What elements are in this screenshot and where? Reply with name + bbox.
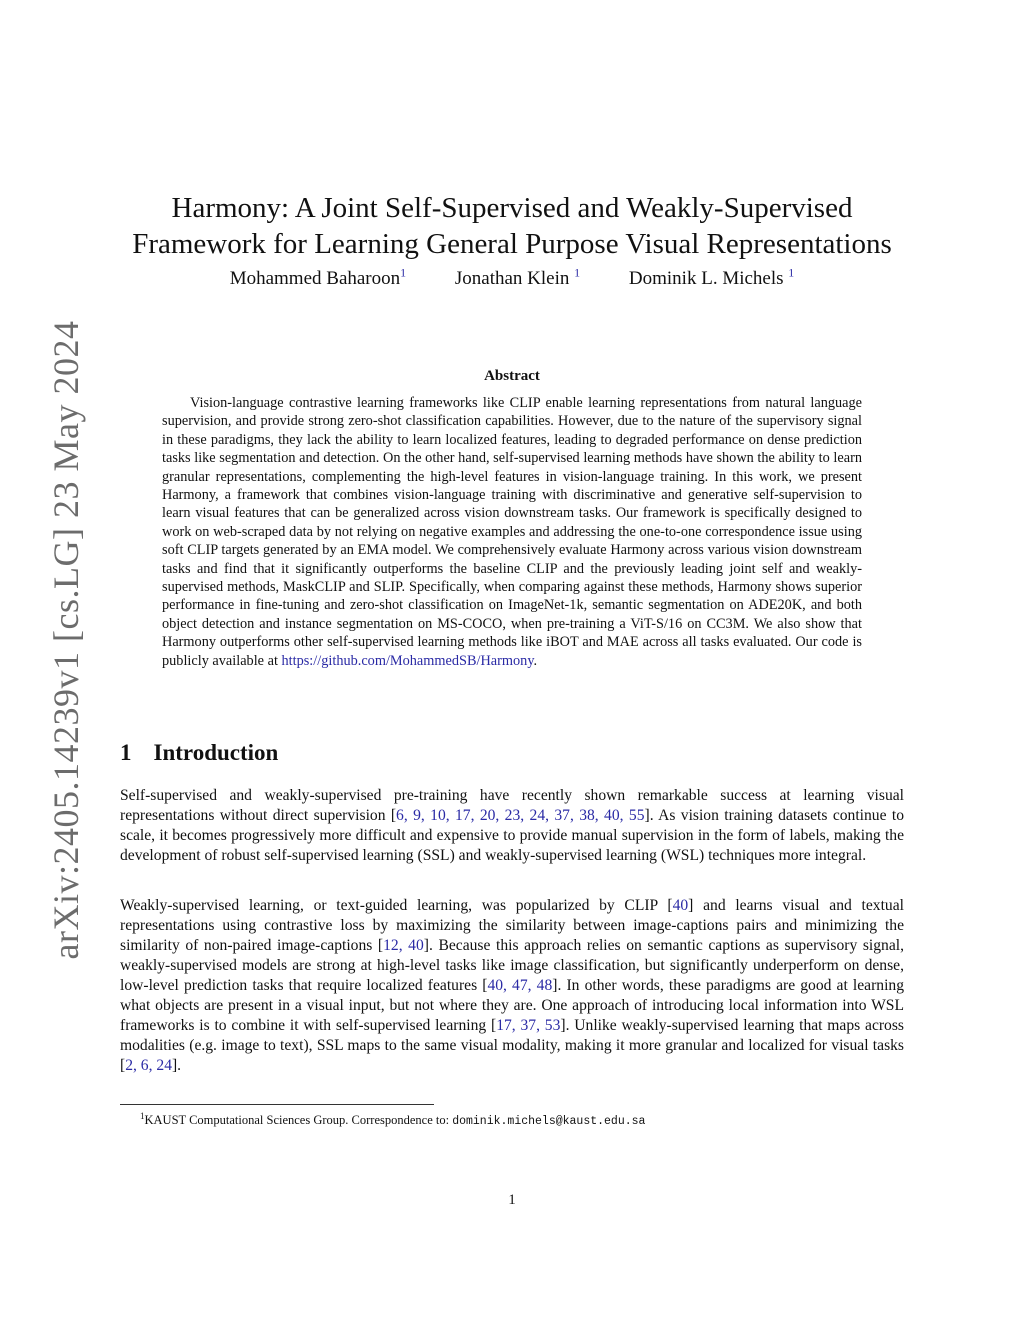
author-list [110, 266, 914, 292]
correspondence-email: dominik.michels@kaust.edu.sa [452, 1115, 646, 1129]
citation-links[interactable]: 17, 37, 53 [496, 1017, 561, 1034]
affiliation-mark[interactable]: 1 [400, 265, 407, 280]
title-line-1: Harmony: A Joint Self-Supervised and Weakly-Supervised [171, 192, 853, 224]
text-run: ]. In other words, these paradigms are good at learning what objects are present in a visual input, but not where they are. One approach of introducing local information into WSL frameworks is to combine it with self-supervised learning [ [120, 977, 904, 1034]
paper-title [110, 190, 914, 262]
affiliation-mark[interactable]: 1 [788, 265, 795, 280]
author-name: Dominik L. Michels [628, 268, 784, 289]
section-heading [120, 740, 278, 766]
abstract-end: . [533, 652, 538, 669]
author-name: Mohammed Baharoon [229, 268, 401, 289]
arxiv-identifier-stamp: arXiv:2405.14239v1 [cs.LG] 23 May 2024 [46, 320, 86, 960]
affiliation-mark[interactable]: 1 [574, 265, 581, 280]
citation-links[interactable]: 12, 40 [383, 937, 424, 954]
footnote [140, 1108, 645, 1130]
intro-paragraph-1 [120, 786, 904, 866]
abstract-body-text: Vision-language contrastive learning frameworks like CLIP enable learning representations from natural language supervision, and provide strong zero-shot classification capabilities. However, due to the nature of the supervisory signal in these paradigms, they lack the ability to learn localized features, leading to degraded performance on dense prediction tasks like segmentation and detection. On the other hand, self-supervised learning methods have shown the ability to learn granular representations, complementing the high-level features in vision-language training. In this work, we present Harmony, a framework that combines vision-language training with discriminative and generative self-supervision to learn visual features that can be generalized across vision downstream tasks. Our framework is specifically designed to work on web-scraped data by not relying on negative examples and addressing the one-to-one correspondence issue using soft CLIP targets generated by an EMA model. We comprehensively evaluate Harmony across various vision downstream tasks and find that it significantly outperforms the baseline CLIP and the previously leading joint self and weakly-supervised methods, MaskCLIP and SLIP. Specifically, when comparing against these methods, Harmony shows superior performance in fine-tuning and zero-shot classification on ImageNet-1k, semantic segmentation on ADE20K, and both object detection and instance segmentation on MS-COCO, when pre-training a ViT-S/16 on CC3M. We also show that Harmony outperforms other self-supervised learning methods like iBOT and MAE across all tasks evaluated. Our code is publicly available at [162, 395, 862, 669]
citation-links[interactable]: 40 [672, 897, 689, 914]
citation-links[interactable]: 40, 47, 48 [487, 977, 553, 994]
author-name: Jonathan Klein [454, 268, 570, 289]
page-number: 1 [508, 1192, 516, 1208]
abstract-heading: Abstract [484, 368, 540, 384]
citation-links[interactable]: 6, 9, 10, 17, 20, 23, 24, 37, 38, 40, 55 [396, 807, 645, 824]
text-run: Self-supervised and weakly-supervised pre-training have recently shown remarkable success at learning visual representations without direct supervision [ [120, 787, 904, 824]
section-number: 1 [120, 740, 132, 765]
section-title: Introduction [153, 740, 279, 765]
intro-paragraph-2 [120, 896, 904, 1076]
text-run: ]. As vision training datasets continue to scale, it becomes progressively more difficult and expensive to provide manual supervision in the form of labels, making the development of robust self-supervised learning (SSL) and weakly-supervised learning (WSL) techniques more integral. [120, 807, 904, 864]
text-run: ] and learns visual and textual representations using contrastive loss by maximizing the similarity between image-captions pairs and minimizing the similarity of non-paired image-captions [ [120, 897, 904, 954]
code-repository-link[interactable]: https://github.com/MohammedSB/Harmony [281, 652, 534, 669]
author [230, 266, 406, 292]
text-run: ]. Unlike weakly-supervised learning that maps across modalities (e.g. image to text), SSL maps to the same visual modality, making it more granular and localized for visual tasks [ [120, 1017, 904, 1074]
citation-links[interactable]: 2, 6, 24 [125, 1057, 172, 1074]
footnote-divider [120, 1104, 434, 1105]
text-run: ]. Because this approach relies on semantic captions as supervisory signal, weakly-supervised models are strong at high-level tasks like image classification, but significantly underperform on dense, low-level prediction tasks that require localized features [ [120, 937, 904, 994]
abstract-text [162, 394, 862, 670]
text-run: ]. [171, 1057, 182, 1074]
text-run: Weakly-supervised learning, or text-guided learning, was popularized by CLIP [ [120, 897, 673, 914]
author [455, 266, 580, 292]
title-line-2: Framework for Learning General Purpose Visual Representations [132, 228, 892, 260]
author [629, 266, 794, 292]
footnote-text: KAUST Computational Sciences Group. Correspondence to: [144, 1113, 453, 1128]
footnote-mark: 1 [140, 1111, 145, 1121]
